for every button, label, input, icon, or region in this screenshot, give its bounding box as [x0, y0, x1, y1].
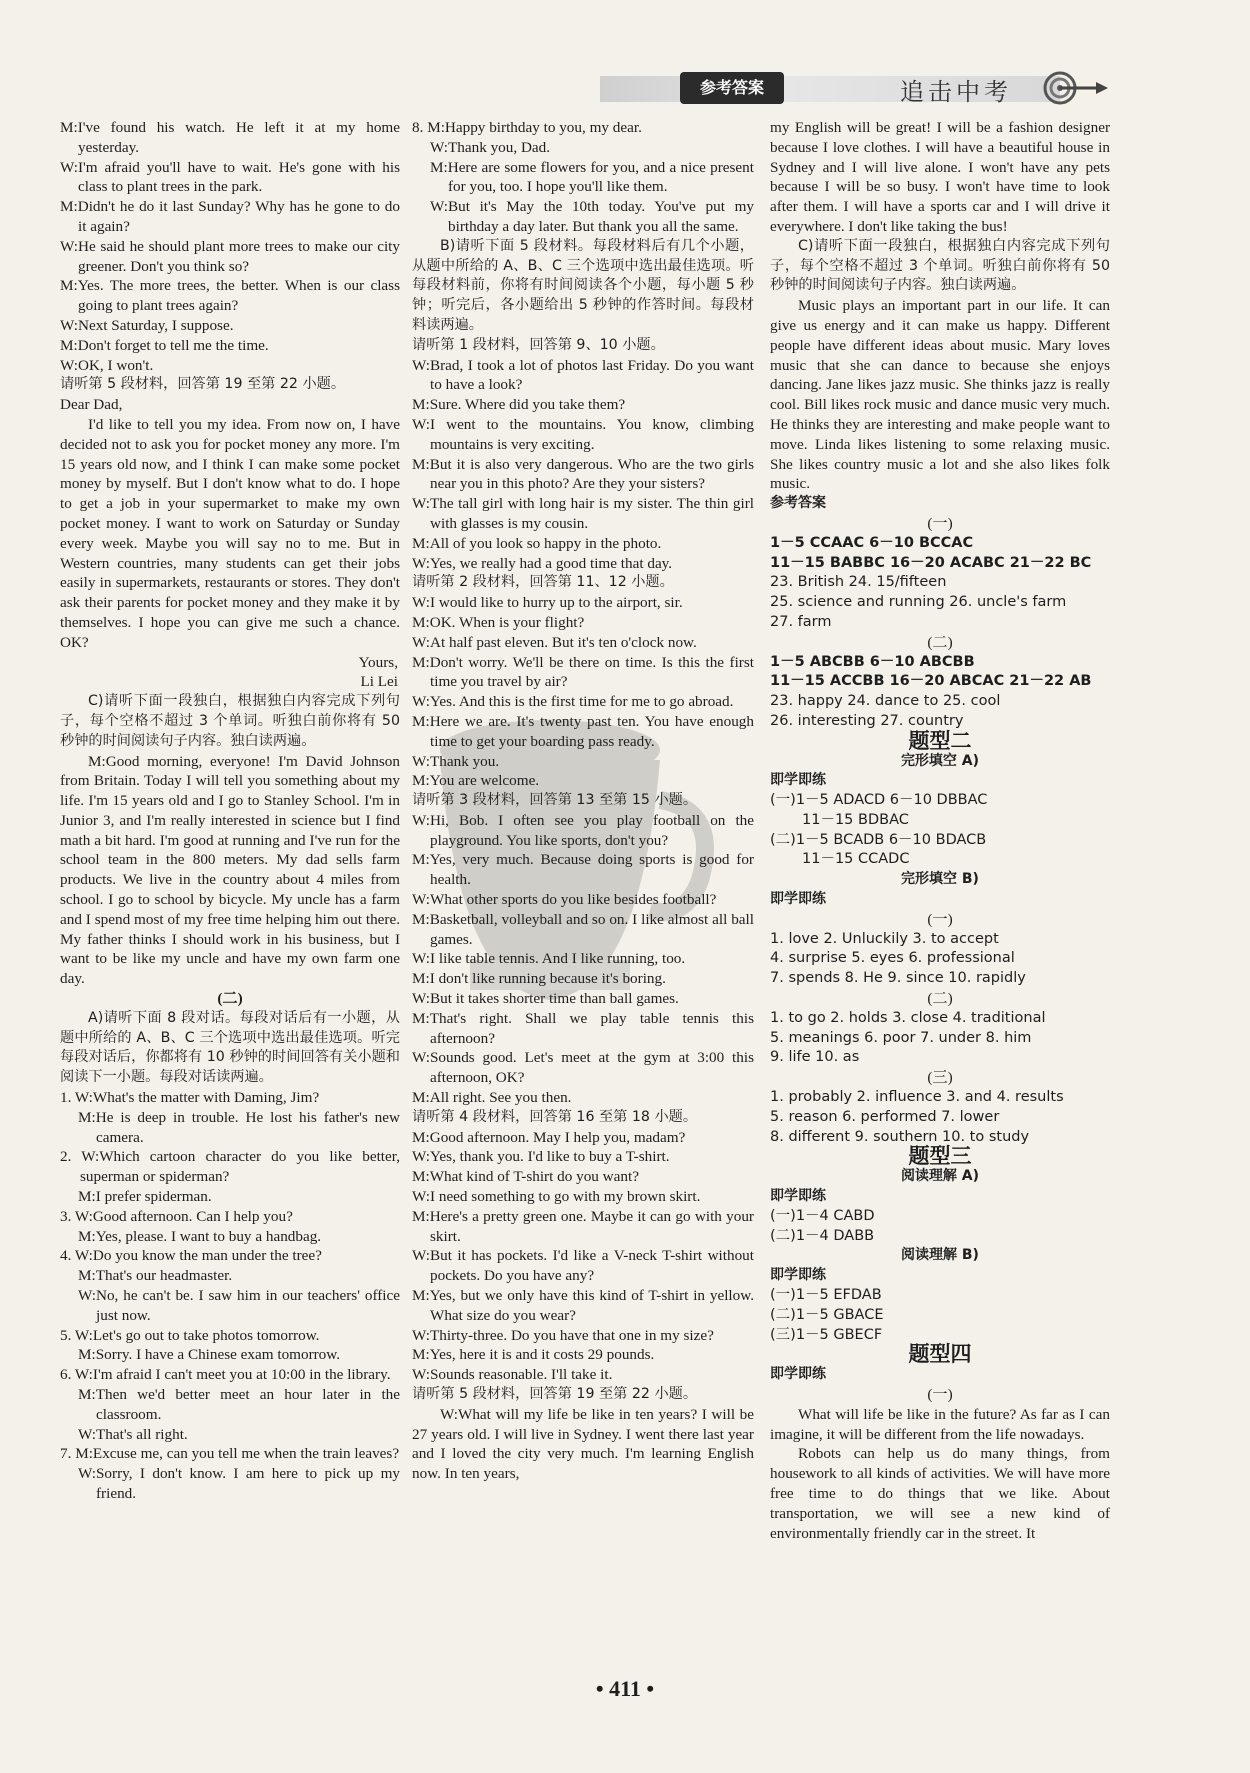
practice-label: 即学即练	[770, 1366, 826, 1383]
answer-line: (二)1－5 GBACE	[770, 1306, 884, 1323]
dialogue-line: W:What other sports do you like besides football?	[412, 891, 717, 909]
essay-paragraph: Robots can help us do many things, from housework to all kinds of activities. We will have more free time to do things that we like. About transportation, we will see a new kind of environmentally friendly car in the street. It	[770, 1445, 1110, 1542]
dialogue-line: M:Didn't he do it last Sunday? Why has he gone to do it again?	[60, 198, 400, 235]
dialogue-line: M:Basketball, volleyball and so on. I like almost all ball games.	[412, 910, 754, 948]
dialogue-line: W:Brad, I took a lot of photos last Friday. Do you want to have a look?	[412, 356, 754, 394]
dialogue-line: M:You are welcome.	[412, 772, 540, 790]
answer-line: 1. probably 2. influence 3. and 4. results	[770, 1089, 1064, 1106]
answer-line: 8. different 9. southern 10. to study	[770, 1128, 1030, 1145]
dialogue-line: W:I would like to hurry up to the airport, sir.	[412, 594, 683, 612]
answers-heading: 参考答案	[770, 495, 826, 512]
dialogue-line: M:He is deep in trouble. He lost his father's new camera.	[78, 1108, 400, 1146]
dialogue-line: M:Don't worry. We'll be there on time. Is this the first time you travel by air?	[412, 653, 754, 691]
dialogue-line: W:Sorry, I don't know. I am here to pick up my friend.	[78, 1465, 400, 1502]
material-heading: 请听第 4 段材料，回答第 16 至第 18 小题。	[412, 1108, 698, 1125]
subsection-title: 完形填空 A)	[900, 752, 980, 769]
dialogue-line: W:Yes. And this is the first time for me to go abroad.	[412, 693, 734, 711]
dialogue-line: M:Sure. Where did you take them?	[412, 396, 626, 414]
monologue: M:Good morning, everyone! I'm David Johnson from Britain. Today I will tell you something about my life. I'm 15 years old and I go to Stanley School. I'm in Junior 3, and I'm really interested in science but I find math a bit hard. I'm good at running and I've run for the school team in the 800 meters. My dad sells farm products. We live in the country about 4 miles from school. I go to school by bicycle. My uncle has a farm and I spend most of my free time helping him out there. My father thinks I should work in his business, but I want to be like my uncle and have my own farm one day.	[60, 752, 400, 988]
instruction: A)请听下面 8 段对话。每段对话后有一小题，从题中所给的 A、B、C 三个选项中选出最佳选项。听完每段对话后，你都将有 10 秒钟的时间回答有关小题和阅读下一小题。每段对话读两遍。	[60, 1009, 400, 1086]
question-line: 6. W:I'm afraid I can't meet you at 10:00 in the library.	[60, 1366, 391, 1384]
section-marker: (一)	[927, 910, 953, 928]
answer-line: 9. life 10. as	[770, 1049, 860, 1066]
dialogue-line: M:I prefer spiderman.	[78, 1188, 212, 1206]
answer-line: 5. reason 6. performed 7. lower	[770, 1108, 1000, 1125]
answer-line: 1. love 2. Unluckily 3. to accept	[770, 930, 999, 947]
dialogue-line: M:Here's a pretty green one. Maybe it can go with your skirt.	[412, 1207, 754, 1245]
answer-line: 11－15 BABBC 16－20 ACABC 21－22 BC	[770, 554, 1092, 571]
material-heading: 请听第 1 段材料，回答第 9、10 小题。	[412, 336, 665, 353]
dialogue-line: M:Sorry. I have a Chinese exam tomorrow.	[78, 1346, 341, 1364]
answer-line: 11－15 CCADC	[802, 851, 910, 868]
instruction: C)请听下面一段独白，根据独白内容完成下列句子，每个空格不超过 3 个单词。听独白前你将有 50 秒钟的时间阅读句子内容。独白读两遍。	[770, 237, 1110, 294]
instruction: B)请听下面 5 段材料。每段材料后有几个小题，从题中所给的 A、B、C 三个选项中选出最佳选项。听每段材料前，你将有时间阅读各个小题，每小题 5 秒钟；听完后，各小题给出 5 秒钟的作答时间。每段材料读两遍。	[412, 237, 754, 333]
dialogue-line: W:I need something to go with my brown skirt.	[412, 1188, 701, 1206]
section-title: 题型三	[908, 1144, 972, 1169]
dialogue-line: W:But it takes shorter time than ball games.	[412, 990, 679, 1008]
subsection-title: 阅读理解 A)	[900, 1168, 980, 1185]
instruction: 请听第 5 段材料，回答第 19 至第 22 小题。	[60, 376, 346, 393]
dialogue-line: M:That's our headmaster.	[78, 1267, 233, 1285]
dialogue-line: W:OK, I won't.	[60, 356, 154, 374]
dialogue-line: M:OK. When is your flight?	[412, 613, 585, 631]
column-middle	[412, 118, 754, 1484]
dialogue-line: M:Yes. The more trees, the better. When is our class going to plant trees again?	[60, 277, 400, 315]
section-marker: (一)	[927, 1386, 953, 1403]
answer-line: 7. spends 8. He 9. since 10. rapidly	[770, 970, 1026, 987]
dialogue-line: W:The tall girl with long hair is my sister. The thin girl with glasses is my cousin.	[412, 495, 754, 532]
letter-greeting: Dear Dad,	[60, 396, 123, 414]
dialogue-line: W:I'm afraid you'll have to wait. He's gone with his class to plant trees in the park.	[60, 158, 400, 196]
dialogue-line: W:Thirty-three. Do you have that one in my size?	[412, 1326, 714, 1344]
question-line: 4. W:Do you know the man under the tree?	[60, 1247, 322, 1265]
answer-line: 1－5 CCAAC 6－10 BCCAC	[770, 534, 974, 551]
header-title: 追击中考	[900, 78, 1012, 106]
dialogue-line: W:I like table tennis. And I like running, too.	[412, 950, 686, 968]
dialogue-line: W:Sounds reasonable. I'll take it.	[412, 1366, 613, 1384]
dialogue-line: M:That's right. Shall we play table tennis this afternoon?	[412, 1009, 754, 1047]
dialogue-line: M:Yes, but we only have this kind of T-shirt in yellow. What size do you wear?	[412, 1287, 754, 1324]
answer-line: (二)1－5 BCADB 6－10 BDACB	[770, 831, 987, 848]
monologue: my English will be great! I will be a fashion designer because I love clothes. I will have a beautiful house in Sydney and I will live alone. I won't have any pets because I will be so busy. I won't have time to look after them. I will have a sports car and I will drive it everywhere. I don't like taking the bus!	[770, 119, 1110, 235]
practice-label: 即学即练	[770, 1188, 826, 1205]
question-line: 2. W:Which cartoon character do you like better, superman or spiderman?	[60, 1148, 400, 1186]
dialogue-line: M:What kind of T-shirt do you want?	[412, 1168, 639, 1186]
material-heading: 请听第 5 段材料，回答第 19 至第 22 小题。	[412, 1386, 698, 1402]
dialogue-line: W:No, he can't be. I saw him in our teachers' office just now.	[78, 1287, 400, 1324]
dialogue-line: M:Good afternoon. May I help you, madam?	[412, 1128, 686, 1146]
dialogue-line: W:He said he should plant more trees to make our city greener. Don't you think so?	[60, 237, 400, 275]
practice-label: 即学即练	[770, 891, 826, 908]
essay-paragraph: What will life be like in the future? As far as I can imagine, it will be different from the life nowadays.	[770, 1405, 1110, 1443]
instruction: C)请听下面一段独白，根据独白内容完成下列句子，每个空格不超过 3 个单词。听独白前你将有 50 秒钟的时间阅读句子内容。独白读两遍。	[60, 693, 400, 749]
answer-line: (三)1－5 GBECF	[770, 1326, 883, 1343]
answer-line: 27. farm	[770, 613, 832, 630]
answer-line: (一)1－5 EFDAB	[770, 1287, 882, 1304]
column-right	[770, 118, 1110, 1543]
page-number: • 411 •	[595, 1676, 655, 1701]
subsection-title: 完形填空 B)	[901, 871, 979, 888]
dialogue-line: W:Yes, we really had a good time that day.	[412, 554, 673, 572]
dialogue-line: W:But it's May the 10th today. You've put my birthday a day later. But thank you all the same.	[430, 198, 754, 235]
letter-closing: Yours,	[358, 653, 398, 671]
answer-line: 1－5 ABCBB 6－10 ABCBB	[770, 653, 975, 670]
answer-line: 26. interesting 27. country	[770, 712, 964, 729]
dialogue-line: M:Yes, here it is and it costs 29 pounds.	[412, 1346, 655, 1364]
monologue: Music plays an important part in our life. It can give us energy and it can make us happy. Different people have different ideas about music. Mary loves music that she can dance to because she enjoys dancing. Jane likes jazz music. She thinks jazz is really cool. Bill likes rock music and dance music very much. He thinks they are interesting and make people want to move. Linda likes listening to some relaxing music. She likes country music a lot and she also likes folk music.	[770, 297, 1110, 493]
dialogue-line: M:Yes, very much. Because doing sports is good for health.	[412, 851, 754, 889]
dialogue-line: M:Then we'd better meet an hour later in the classroom.	[78, 1386, 400, 1423]
dialogue-line: W:But it has pockets. I'd like a V-neck T-shirt without pockets. Do you have any?	[412, 1247, 754, 1285]
question-line: 3. W:Good afternoon. Can I help you?	[60, 1207, 293, 1225]
dialogue-line: W:Thank you, Dad.	[430, 138, 551, 156]
letter-signature: Li Lei	[360, 673, 398, 691]
section-title: 题型二	[908, 728, 972, 753]
dialogue-line: W:Thank you.	[412, 752, 500, 770]
answer-line: 23. happy 24. dance to 25. cool	[770, 693, 1001, 710]
letter-body: I'd like to tell you my idea. From now on, I have decided not to ask you for pocket money any more. I'm 15 years old now, and I think I can make some pocket money by myself. But I don't know what to do. I hope to get a job in your supermarket to make my own pocket money. I want to work on Saturday or Sunday every week. Maybe you will say no to me. But in Western countries, many students can get their jobs easily in supermarkets, restaurants or stores. They don't ask their parents for pocket money and they make it by themselves. I hope you can give me such a chance. OK?	[60, 415, 400, 651]
answer-line: (一)1－4 CABD	[770, 1207, 875, 1224]
answer-line: 1. to go 2. holds 3. close 4. traditional	[770, 1009, 1046, 1026]
answer-line: 23. British 24. 15/fifteen	[770, 574, 947, 591]
column-left	[60, 118, 400, 1504]
section-marker: (三)	[927, 1069, 953, 1087]
target-logo-icon	[1040, 70, 1110, 106]
answer-line: 4. surprise 5. eyes 6. professional	[770, 950, 1015, 967]
answer-line: 25. science and running 26. uncle's farm	[770, 594, 1067, 611]
dialogue-line: M:Yes, please. I want to buy a handbag.	[78, 1227, 322, 1245]
dialogue-line: W:Next Saturday, I suppose.	[60, 316, 234, 334]
question-line: 8. M:Happy birthday to you, my dear.	[412, 119, 642, 136]
practice-label: 即学即练	[770, 1267, 826, 1284]
dialogue-line: M:Don't forget to tell me the time.	[60, 336, 269, 354]
monologue: W:What will my life be like in ten years? I will be 27 years old. I will live in Sydney. I went there last year and I loved the city very much. I'm learning English now. In ten years,	[412, 1405, 754, 1483]
dialogue-line: M:All of you look so happy in the photo.	[412, 534, 662, 552]
question-line: 7. M:Excuse me, can you tell me when the train leaves?	[60, 1445, 400, 1463]
practice-label: 即学即练	[770, 772, 826, 789]
header-label: 参考答案	[680, 72, 784, 104]
dialogue-line: M:I've found his watch. He left it at my home yesterday.	[60, 119, 400, 156]
dialogue-line: W:Sounds good. Let's meet at the gym at 3:00 this afternoon, OK?	[412, 1049, 754, 1087]
dialogue-line: M:All right. See you then.	[412, 1089, 572, 1107]
material-heading: 请听第 3 段材料，回答第 13 至第 15 小题。	[412, 792, 698, 809]
section-marker: (二)	[927, 990, 953, 1008]
answer-line: 11－15 BDBAC	[802, 811, 909, 828]
dialogue-line: M:Here we are. It's twenty past ten. You have enough time to get your boarding pass ready.	[412, 712, 754, 750]
page-header	[600, 72, 1120, 106]
question-line: 5. W:Let's go out to take photos tomorrow.	[60, 1326, 320, 1344]
section-marker: (二)	[927, 633, 953, 651]
subsection-title: 阅读理解 B)	[901, 1247, 979, 1264]
answer-line: (二)1－4 DABB	[770, 1227, 875, 1244]
dialogue-line: M:I don't like running because it's boring.	[412, 970, 666, 988]
section-marker: (一)	[927, 514, 953, 532]
dialogue-line: M:But it is also very dangerous. Who are the two girls near you in this photo? Are they your sisters?	[412, 455, 754, 493]
dialogue-line: W:Hi, Bob. I often see you play football on the playground. You like sports, don't you?	[412, 811, 754, 849]
answer-line: 11－15 ACCBB 16－20 ABCAC 21－22 AB	[770, 673, 1092, 690]
dialogue-line: M:Here are some flowers for you, and a nice present for you, too. I hope you'll like them.	[430, 158, 754, 196]
dialogue-line: W:Yes, thank you. I'd like to buy a T-shirt.	[412, 1148, 670, 1166]
section-marker: (二)	[217, 990, 243, 1008]
dialogue-line: W:That's all right.	[78, 1425, 188, 1443]
dialogue-line: W:At half past eleven. But it's ten o'clock now.	[412, 633, 697, 651]
material-heading: 请听第 2 段材料，回答第 11、12 小题。	[412, 574, 674, 591]
answer-line: (一)1－5 ADACD 6－10 DBBAC	[770, 792, 988, 809]
section-title: 题型四	[908, 1342, 972, 1367]
question-line: 1. W:What's the matter with Daming, Jim?	[60, 1089, 320, 1107]
dialogue-line: W:I went to the mountains. You know, climbing mountains is very exciting.	[412, 415, 754, 453]
answer-line: 5. meanings 6. poor 7. under 8. him	[770, 1029, 1032, 1046]
